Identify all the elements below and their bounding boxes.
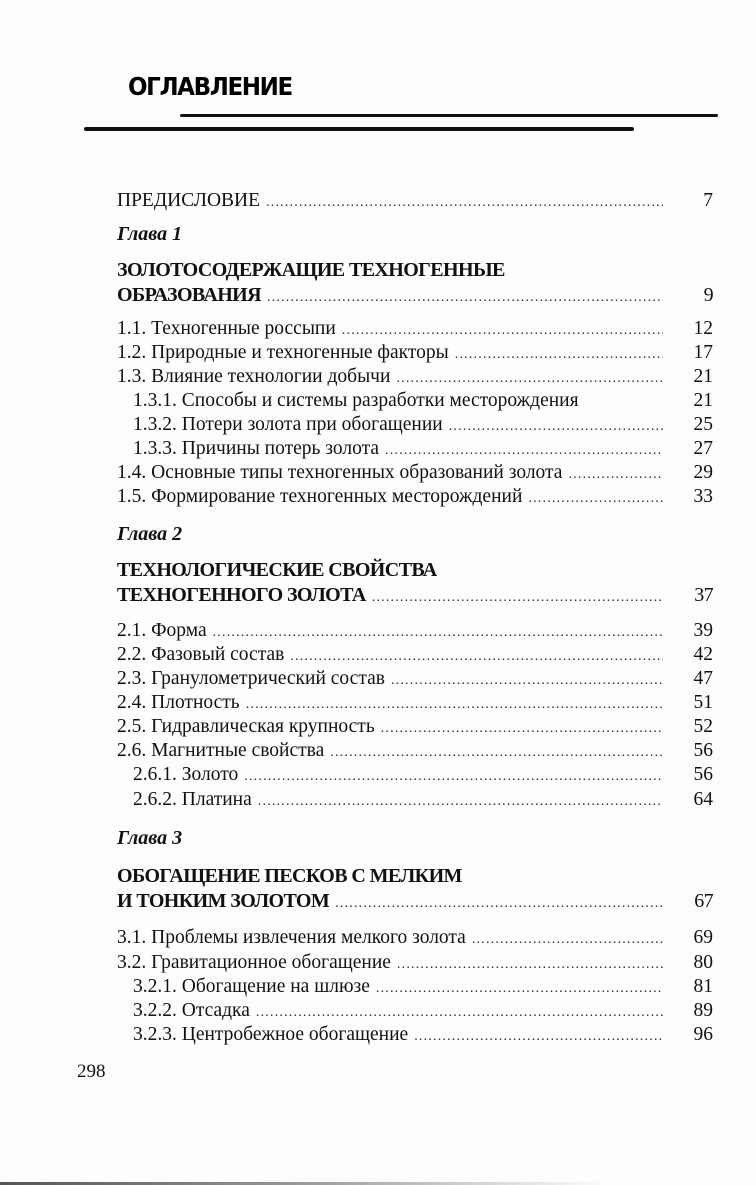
page-number: 298	[77, 1061, 106, 1082]
entry-label: 2.1. Форма	[117, 620, 207, 641]
toc-entry-preface[interactable]	[117, 190, 713, 212]
entry-page: 12	[693, 318, 713, 339]
entry-page: 80	[693, 952, 713, 973]
dot-leader	[335, 893, 663, 915]
toc-entry[interactable]	[117, 692, 713, 714]
toc-entry[interactable]	[117, 342, 713, 364]
entry-label: 3.2.1. Обогащение на шлюзе	[133, 976, 370, 997]
dot-leader	[213, 622, 663, 644]
entry-label: 1.3.1. Способы и системы разработки месторождения	[133, 390, 579, 411]
title-rule-top	[180, 114, 718, 117]
dot-leader	[414, 1026, 663, 1048]
dot-leader	[391, 670, 663, 692]
entry-label: 2.4. Плотность	[117, 692, 240, 713]
entry-label: 2.2. Фазовый состав	[117, 644, 285, 665]
entry-label: 1.3.3. Причины потерь золота	[133, 438, 380, 459]
dot-leader	[472, 929, 663, 951]
dot-leader	[258, 791, 663, 813]
title-rule-bottom	[84, 127, 634, 131]
toc-entry[interactable]	[133, 1024, 713, 1046]
dot-leader	[372, 587, 663, 609]
dot-leader	[397, 954, 663, 976]
chapter-heading-line: И ТОНКИМ ЗОЛОТОМ	[117, 890, 330, 912]
entry-page: 33	[693, 486, 713, 507]
entry-page: 42	[693, 644, 713, 665]
entry-label: 2.6.2. Платина	[133, 789, 252, 810]
toc-entry-chapter[interactable]	[117, 284, 713, 308]
toc-entry[interactable]	[117, 740, 713, 762]
entry-page: 69	[693, 927, 713, 948]
toc-entry[interactable]	[117, 716, 713, 738]
entry-page: 96	[693, 1024, 713, 1045]
entry-label: 1.1. Техногенные россыпи	[117, 318, 336, 339]
entry-page: 39	[693, 620, 713, 641]
toc-entry[interactable]	[117, 644, 713, 666]
dot-leader	[244, 766, 663, 788]
toc-entry[interactable]	[133, 764, 713, 786]
dot-leader	[266, 192, 663, 214]
toc-entry[interactable]	[117, 486, 713, 508]
entry-page: 81	[693, 976, 713, 997]
chapter-heading-line: ТЕХНОГЕННОГО ЗОЛОТА	[117, 584, 366, 606]
toc-entry-chapter[interactable]	[117, 890, 713, 914]
dot-leader	[385, 440, 663, 462]
entry-label: 3.1. Проблемы извлечения мелкого золота	[117, 927, 466, 948]
dot-leader	[455, 344, 663, 366]
entry-label: ПРЕДИСЛОВИЕ	[117, 190, 261, 211]
entry-page: 56	[693, 764, 713, 785]
entry-page: 25	[693, 414, 713, 435]
entry-page: 67	[694, 890, 713, 912]
toc-entry-chapter[interactable]	[117, 584, 713, 608]
entry-page: 52	[693, 716, 713, 737]
toc-title: ОГЛАВЛЕНИЕ	[128, 72, 292, 101]
entry-page: 56	[693, 740, 713, 761]
entry-label: 1.3. Влияние технологии добычи	[117, 366, 391, 387]
dot-leader	[396, 368, 663, 390]
toc-entry[interactable]	[133, 414, 713, 436]
chapter-label: Глава 3	[117, 827, 183, 849]
entry-page: 27	[693, 438, 713, 459]
entry-page: 21	[693, 366, 713, 387]
dot-leader	[568, 464, 663, 486]
toc-entry[interactable]	[117, 366, 713, 388]
dot-leader	[449, 416, 663, 438]
entry-label: 1.4. Основные типы техногенных образований золота	[117, 462, 563, 483]
entry-page: 64	[693, 789, 713, 810]
entry-page: 51	[693, 692, 713, 713]
toc-entry[interactable]	[133, 1000, 713, 1022]
entry-label: 1.3.2. Потери золота при обогащении	[133, 414, 443, 435]
toc-entry[interactable]	[117, 668, 713, 690]
entry-label: 3.2. Гравитационное обогащение	[117, 952, 391, 973]
entry-page: 17	[693, 342, 713, 363]
toc-entry[interactable]	[117, 620, 713, 642]
toc-entry[interactable]	[117, 462, 713, 484]
entry-label: 1.5. Формирование техногенных месторождений	[117, 486, 523, 507]
entry-label: 3.2.2. Отсадка	[133, 1000, 250, 1021]
toc-entry[interactable]	[117, 927, 713, 949]
entry-page: 9	[703, 284, 713, 306]
entry-label: 2.3. Гранулометрический состав	[117, 668, 385, 689]
entry-page: 29	[693, 462, 713, 483]
entry-label: 1.2. Природные и техногенные факторы	[117, 342, 449, 363]
chapter-heading-line: ОБОГАЩЕНИЕ ПЕСКОВ С МЕЛКИМ	[117, 865, 462, 887]
chapter-heading-line: ТЕХНОЛОГИЧЕСКИЕ СВОЙСТВА	[117, 559, 437, 581]
dot-leader	[290, 646, 663, 668]
toc-entry[interactable]	[133, 976, 713, 998]
entry-page: 89	[693, 1000, 713, 1021]
toc-entry[interactable]	[117, 952, 713, 974]
toc-entry[interactable]	[133, 390, 713, 412]
entry-label: 2.6.1. Золото	[133, 764, 239, 785]
dot-leader	[381, 718, 663, 740]
entry-page: 37	[694, 584, 713, 606]
entry-label: 2.5. Гидравлическая крупность	[117, 716, 375, 737]
dot-leader	[330, 742, 663, 764]
toc-entry[interactable]	[117, 318, 713, 340]
dot-leader	[246, 694, 663, 716]
entry-label: 3.2.3. Центробежное обогащение	[133, 1024, 409, 1045]
dot-leader	[376, 978, 663, 1000]
chapter-label: Глава 1	[117, 223, 183, 245]
entry-label: 2.6. Магнитные свойства	[117, 740, 325, 761]
entry-page: 21	[693, 390, 713, 411]
toc-entry[interactable]	[133, 789, 713, 811]
chapter-label: Глава 2	[117, 523, 183, 545]
dot-leader	[267, 287, 663, 309]
chapter-heading-line: ЗОЛОТОСОДЕРЖАЩИЕ ТЕХНОГЕННЫЕ	[117, 259, 505, 281]
entry-page: 47	[693, 668, 713, 689]
dot-leader	[256, 1002, 663, 1024]
entry-page: 7	[703, 190, 713, 211]
chapter-heading-line: ОБРАЗОВАНИЯ	[117, 284, 261, 306]
toc-entry[interactable]	[133, 438, 713, 460]
dot-leader	[528, 488, 663, 510]
dot-leader	[342, 320, 663, 342]
